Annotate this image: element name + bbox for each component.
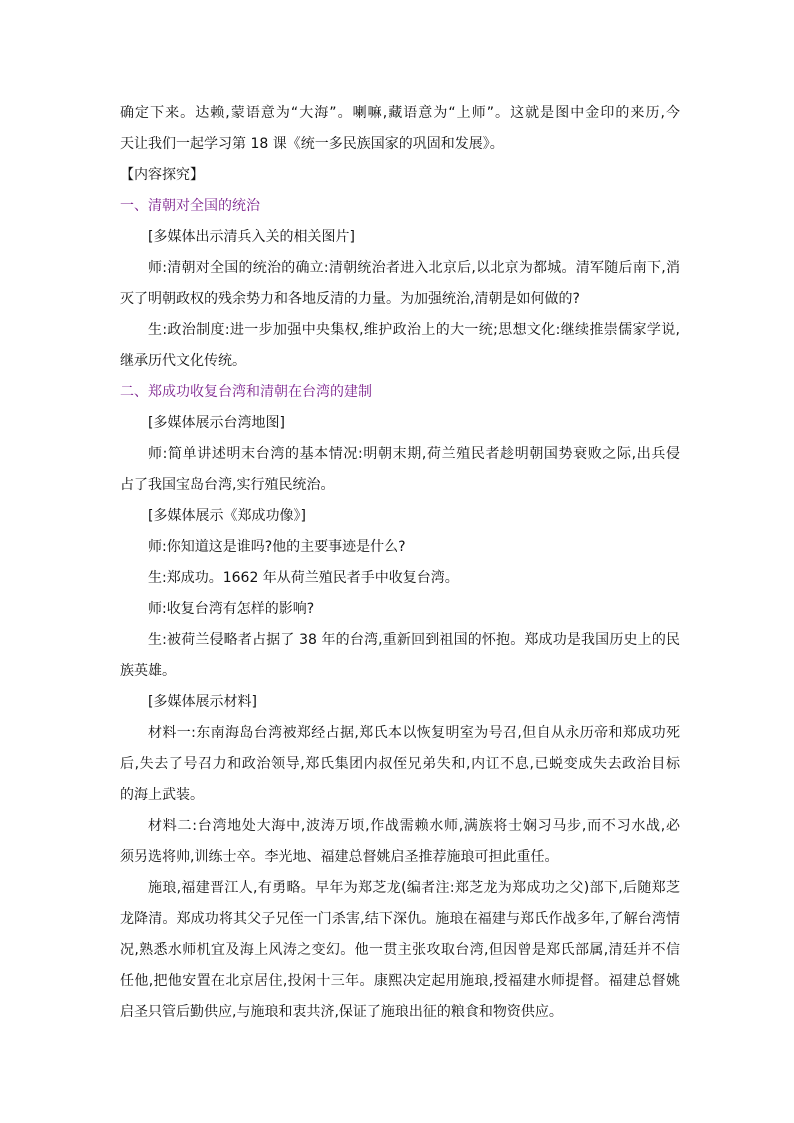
material-2-line-1: 材料二:台湾地处大海中,波涛万顷,作战需赖水师,满族将士娴习马步,而不习水战,必 <box>148 818 680 834</box>
section-2-media-portrait: [多媒体展示《郑成功像》] <box>148 508 306 524</box>
shilang-line-4: 任他,把他安置在北京居住,投闲十三年。康熙决定起用施琅,授福建水师提督。福建总督姚 <box>120 973 680 989</box>
material-1-line-2: 后,失去了号召力和政治领导,郑氏集团内叔侄兄弟失和,内讧不息,已蜕变成失去政治目标 <box>120 756 680 772</box>
shilang-line-5: 启圣只管后勤供应,与施琅和衷共济,保证了施琅出征的粮食和物资供应。 <box>120 1004 563 1020</box>
shilang-line-2: 龙降清。郑成功将其父子兄侄一门杀害,结下深仇。施琅在福建与郑氏作战多年,了解台湾情 <box>120 911 680 927</box>
section-2-media-map: [多媒体展示台湾地图] <box>148 415 285 431</box>
section-2-question-2: 师:收复台湾有怎样的影响? <box>148 601 315 617</box>
section-2-teacher-intro-line-1: 师:简单讲述明末台湾的基本情况:明朝末期,荷兰殖民者趁明朝国势衰败之际,出兵侵 <box>148 446 680 462</box>
section-2-media-material: [多媒体展示材料] <box>148 694 257 710</box>
intro-line-2: 天让我们一起学习第 18 课《统一多民族国家的巩固和发展》。 <box>120 136 504 152</box>
explore-label: 【内容探究】 <box>120 167 204 183</box>
section-2-question-1: 师:你知道这是谁吗?他的主要事迹是什么? <box>148 539 406 555</box>
intro-line-1: 确定下来。达赖,蒙语意为“大海”。喇嘛,藏语意为“上师”。这就是图中金印的来历,今 <box>120 105 680 121</box>
section-1-student-line-2: 继承历代文化传统。 <box>120 353 246 369</box>
section-2-answer-1: 生:郑成功。1662 年从荷兰殖民者手中收复台湾。 <box>148 570 459 586</box>
section-1-media: [多媒体出示清兵入关的相关图片] <box>148 229 355 245</box>
section-2-answer-2-line-1: 生:被荷兰侵略者占据了 38 年的台湾,重新回到祖国的怀抱。郑成功是我国历史上的民 <box>148 632 680 648</box>
section-1-teacher-line-2: 灭了明朝政权的残余势力和各地反清的力量。为加强统治,清朝是如何做的? <box>120 291 580 307</box>
material-1-line-1: 材料一:东南海岛台湾被郑经占据,郑氏本以恢复明室为号召,但自从永历帝和郑成功死 <box>148 725 680 741</box>
material-1-line-3: 的海上武装。 <box>120 787 204 803</box>
section-2-teacher-intro-line-2: 占了我国宝岛台湾,实行殖民统治。 <box>120 477 335 493</box>
section-1-student-line-1: 生:政治制度:进一步加强中央集权,维护政治上的大一统;思想文化:继续推崇儒家学说, <box>148 322 680 338</box>
section-2-answer-2-line-2: 族英雄。 <box>120 663 176 679</box>
shilang-line-1: 施琅,福建晋江人,有勇略。早年为郑芝龙(编者注:郑芝龙为郑成功之父)部下,后随郑芝 <box>148 880 680 896</box>
section-1-teacher-line-1: 师:清朝对全国的统治的确立:清朝统治者进入北京后,以北京为都城。清军随后南下,消 <box>148 260 680 276</box>
section-1-heading: 一、清朝对全国的统治 <box>120 198 260 214</box>
material-2-line-2: 须另选将帅,训练士卒。李光地、福建总督姚启圣推荐施琅可担此重任。 <box>120 849 559 865</box>
section-2-heading: 二、郑成功收复台湾和清朝在台湾的建制 <box>120 384 372 400</box>
document-body <box>120 98 680 1028</box>
shilang-line-3: 况,熟悉水师机宜及海上风涛之变幻。他一贯主张攻取台湾,但因曾是郑氏部属,清廷并不信 <box>120 942 680 958</box>
